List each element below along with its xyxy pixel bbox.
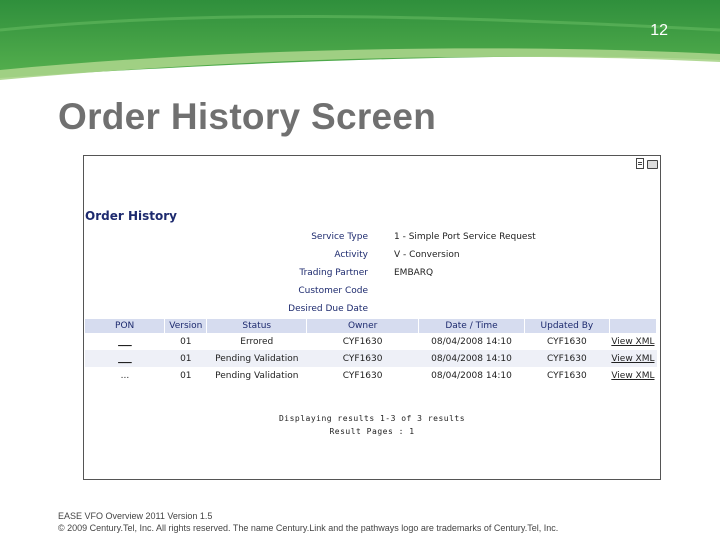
table-row [85, 333, 657, 350]
column-header-action [609, 319, 656, 333]
criteria-row-trading-partner [84, 265, 660, 283]
datetime-cell: 08/04/2008 14:10 [419, 350, 525, 367]
pon-link[interactable]: ___ [85, 350, 165, 367]
criteria-label: Desired Due Date [288, 304, 368, 314]
pon-cell[interactable]: ... [120, 370, 130, 381]
owner-cell: CYF1630 [342, 336, 383, 347]
column-header-pon[interactable]: PON [85, 319, 165, 333]
updated-by-cell: CYF1630 [547, 370, 587, 381]
results-summary: Displaying results 1-3 of 3 results [278, 414, 466, 423]
table-row [85, 367, 657, 384]
footer-copyright: © 2009 Century.Tel, Inc. All rights reserved. The name Century.Link and the pathways logo are trademarks of Century.Tel, Inc. [58, 523, 559, 533]
criteria-value: V - Conversion [394, 250, 460, 260]
criteria-label: Trading Partner [299, 268, 368, 278]
criteria-row-customer-code [84, 283, 660, 301]
updated-by-cell: CYF1630 [547, 336, 587, 347]
footer-version: EASE VFO Overview 2011 Version 1.5 [58, 511, 213, 521]
column-header-status[interactable]: Status [207, 319, 307, 333]
pon-link[interactable]: ___ [118, 336, 132, 347]
updated-by-cell: CYF1630 [524, 350, 609, 367]
view-xml-link[interactable]: View XML [611, 370, 655, 381]
owner-cell: CYF1630 [342, 370, 383, 381]
slide-banner [0, 0, 720, 80]
datetime-cell: 08/04/2008 14:10 [431, 370, 512, 381]
column-header-date-time[interactable]: Date / Time [419, 319, 525, 333]
column-header-updated-by[interactable]: Updated By [524, 319, 609, 333]
owner-cell: CYF1630 [307, 350, 419, 367]
print-icon[interactable] [647, 160, 658, 169]
datetime-cell: 08/04/2008 14:10 [431, 336, 512, 347]
slide-number: 12 [650, 22, 668, 39]
criteria-value: 1 - Simple Port Service Request [394, 232, 536, 242]
toolbar-icons [636, 158, 658, 169]
table-header-row [85, 319, 657, 333]
order-history-heading: Order History [85, 209, 177, 223]
criteria-label: Customer Code [298, 286, 368, 296]
view-xml-link[interactable]: View XML [609, 350, 656, 367]
column-header-version[interactable]: Version [165, 319, 207, 333]
view-xml-link[interactable]: View XML [611, 336, 655, 347]
status-cell: Pending Validation [207, 350, 307, 367]
slide-title: Order History Screen [58, 96, 437, 137]
criteria-row-activity [84, 247, 660, 265]
status-cell: Errored [240, 336, 274, 347]
column-header-owner[interactable]: Owner [307, 319, 419, 333]
version-cell: 01 [180, 370, 192, 381]
order-history-screenshot [83, 155, 661, 480]
table-row [85, 350, 657, 367]
criteria-row-service-type [84, 229, 660, 247]
order-history-table [85, 319, 657, 384]
criteria-label: Service Type [311, 232, 368, 242]
status-cell: Pending Validation [215, 370, 299, 381]
document-icon[interactable] [636, 158, 644, 169]
criteria-value: EMBARQ [394, 268, 434, 278]
criteria-label: Activity [334, 250, 368, 260]
criteria-row-desired-due-date [84, 301, 660, 319]
version-cell: 01 [165, 350, 207, 367]
version-cell: 01 [180, 336, 192, 347]
result-pages[interactable]: Result Pages : 1 [329, 427, 415, 436]
